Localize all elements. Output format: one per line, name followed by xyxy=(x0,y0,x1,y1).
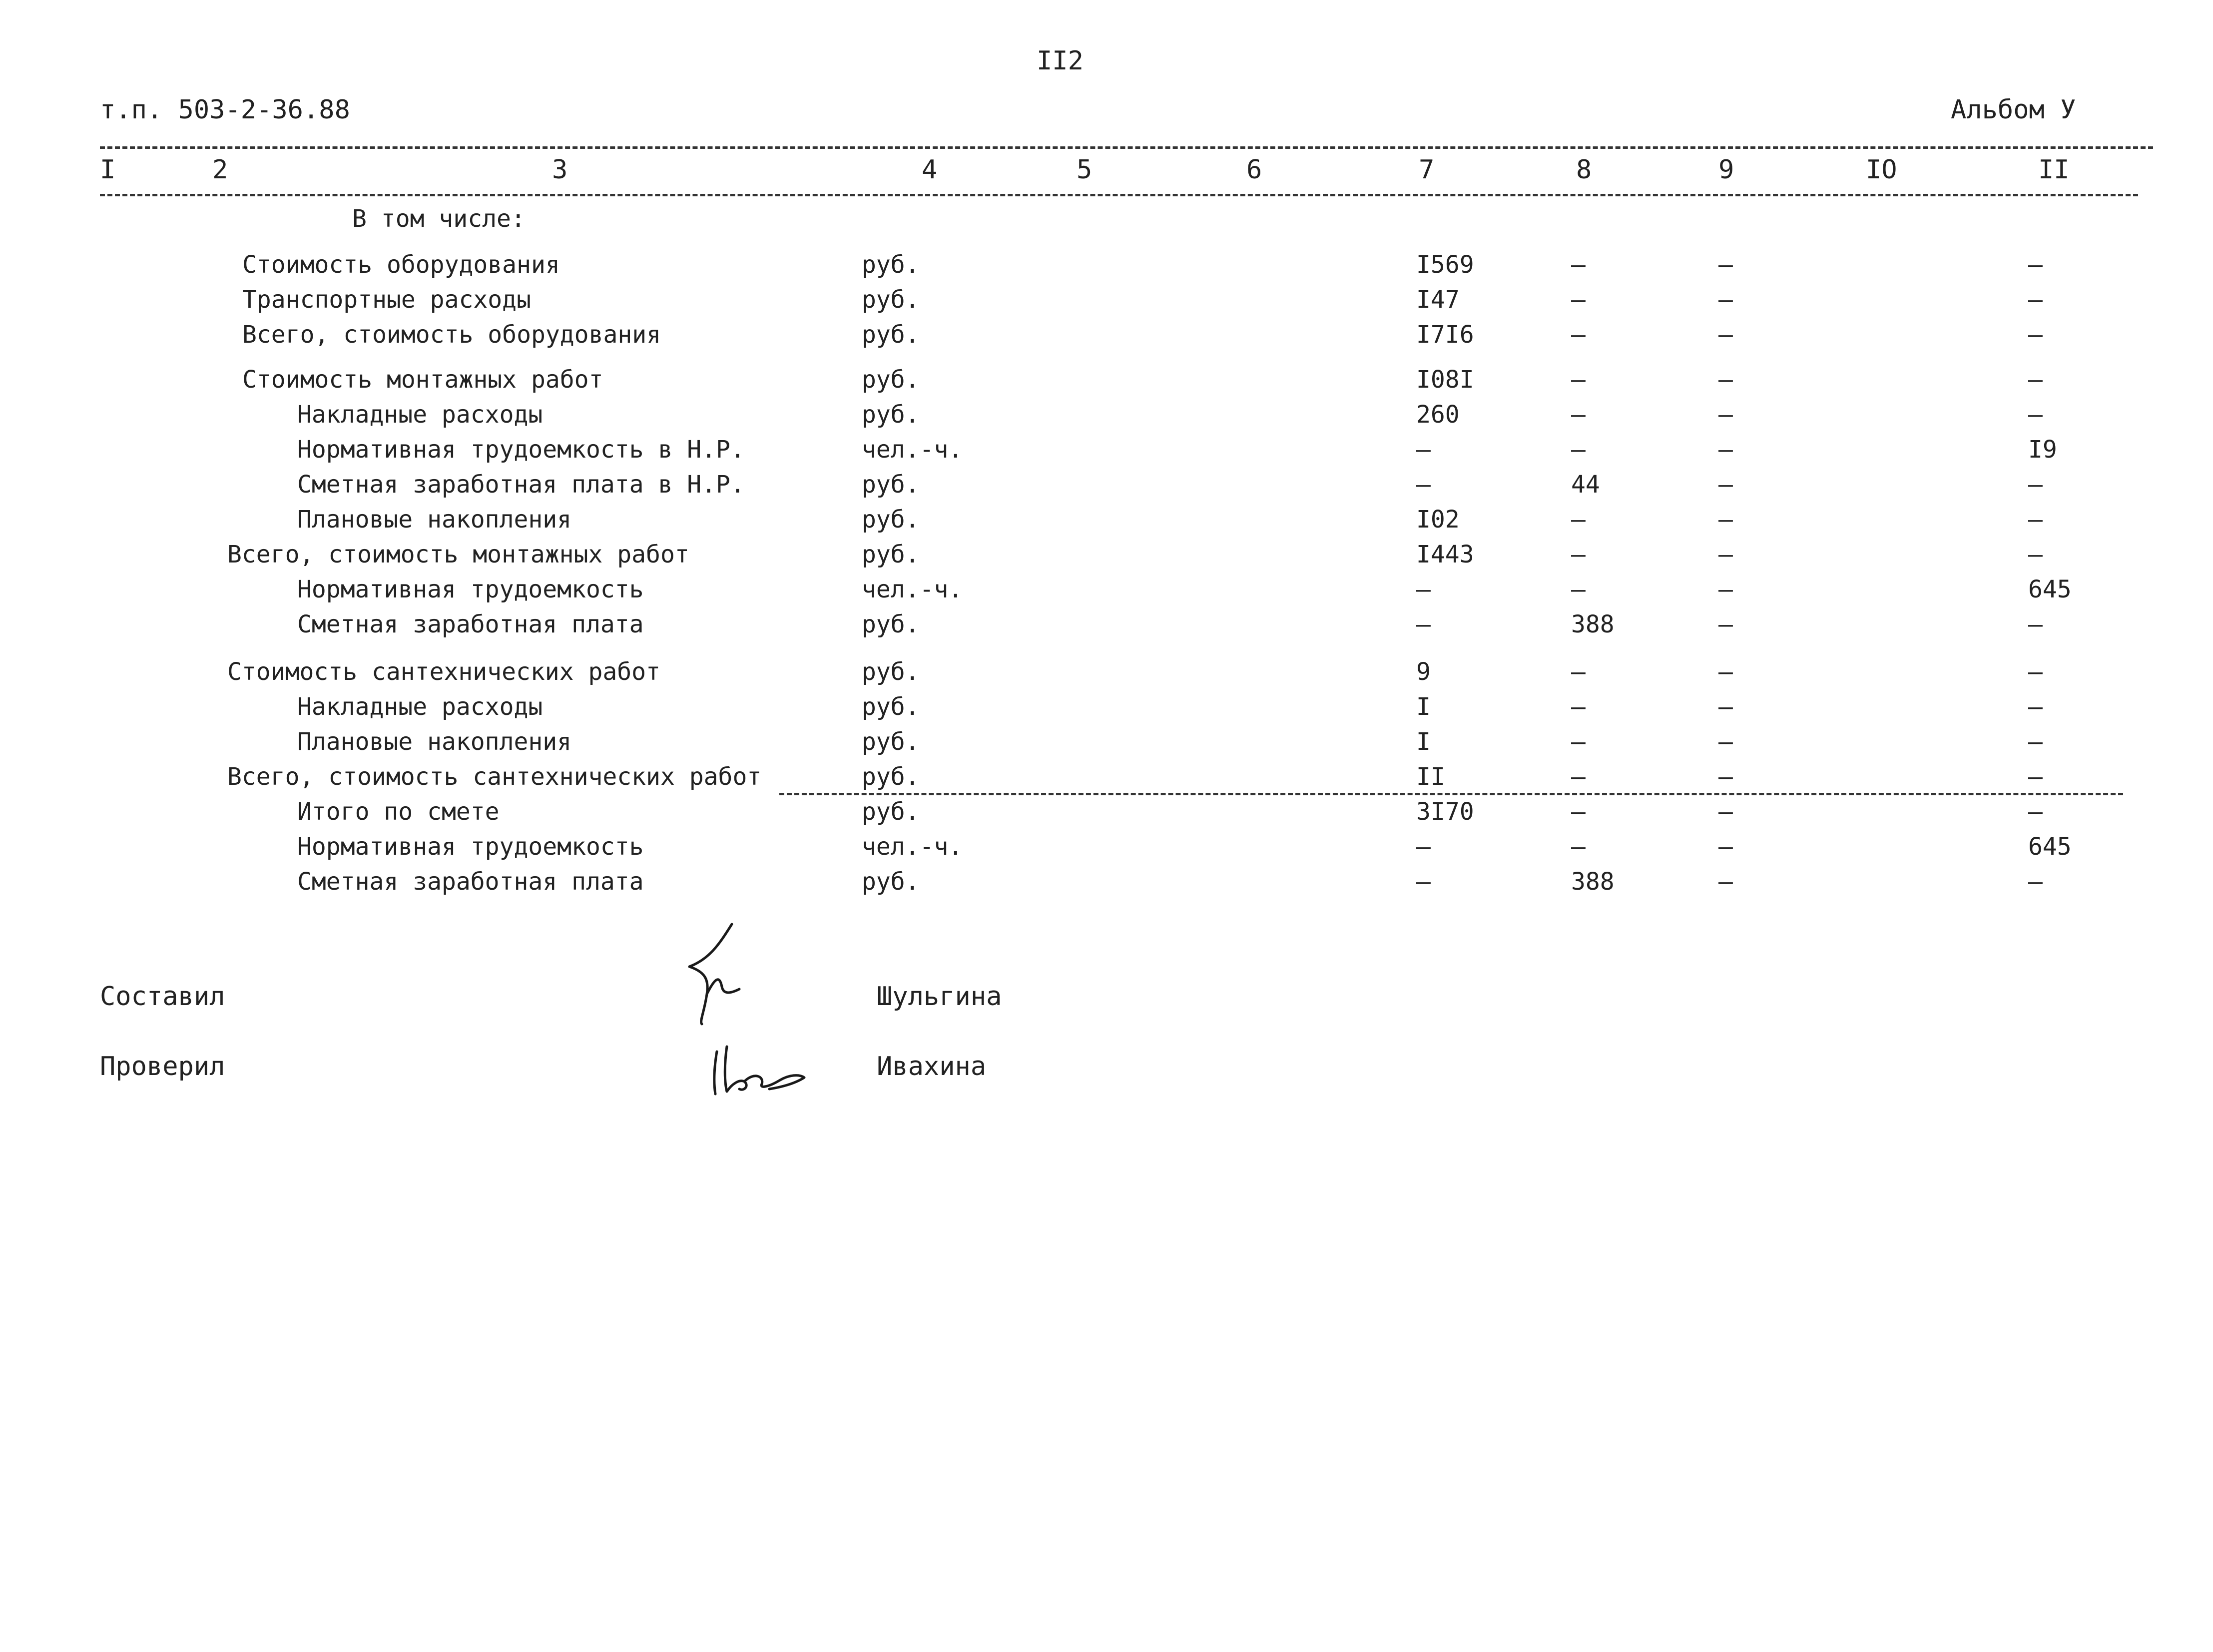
header-top-rule xyxy=(100,146,2153,149)
row-col7: II xyxy=(1416,763,1445,791)
row-label: Всего, стоимость оборудования xyxy=(242,321,661,349)
row-label: Накладные расходы xyxy=(297,401,543,429)
row-col11: – xyxy=(2028,506,2043,534)
row-col7: I7I6 xyxy=(1416,321,1474,349)
compiled-name: Шульгина xyxy=(877,982,1002,1012)
row-label: Стоимость монтажных работ xyxy=(242,366,603,394)
row-unit: руб. xyxy=(862,401,920,429)
row-label: Нормативная трудоемкость xyxy=(297,575,644,603)
col-num-4: 4 xyxy=(922,155,938,185)
col-num-8: 8 xyxy=(1576,155,1592,185)
totals-separator-rule xyxy=(779,793,2123,795)
row-col8: – xyxy=(1571,366,1586,394)
row-col9: – xyxy=(1718,728,1733,756)
row-col9: – xyxy=(1718,868,1733,896)
col-num-1: I xyxy=(100,155,116,185)
col-num-3: 3 xyxy=(552,155,568,185)
row-col8: 388 xyxy=(1571,868,1615,896)
row-label: Нормативная трудоемкость xyxy=(297,833,644,861)
row-col7: 3I70 xyxy=(1416,798,1474,826)
row-col7: 260 xyxy=(1416,401,1460,429)
row-unit: руб. xyxy=(862,541,920,568)
row-col8: 388 xyxy=(1571,610,1615,638)
row-col11: – xyxy=(2028,763,2043,791)
row-col11: – xyxy=(2028,728,2043,756)
row-col11: – xyxy=(2028,693,2043,721)
row-unit: руб. xyxy=(862,693,920,721)
row-col9: – xyxy=(1718,763,1733,791)
row-unit: чел.-ч. xyxy=(862,833,963,861)
row-col11: I9 xyxy=(2028,436,2057,464)
row-col8: – xyxy=(1571,658,1586,686)
row-col8: – xyxy=(1571,575,1586,603)
row-col9: – xyxy=(1718,366,1733,394)
row-col9: – xyxy=(1718,506,1733,534)
row-col7: – xyxy=(1416,471,1431,499)
row-col9: – xyxy=(1718,251,1733,279)
row-label: Сметная заработная плата в Н.Р. xyxy=(297,471,745,499)
row-col11: – xyxy=(2028,610,2043,638)
row-col7: 9 xyxy=(1416,658,1431,686)
row-label: Транспортные расходы xyxy=(242,286,531,314)
row-col8: – xyxy=(1571,436,1586,464)
row-label: Плановые накопления xyxy=(297,506,572,534)
row-unit: руб. xyxy=(862,798,920,826)
col-num-10: IO xyxy=(1866,155,1897,185)
row-col8: – xyxy=(1571,401,1586,429)
row-unit: руб. xyxy=(862,610,920,638)
header-bottom-rule xyxy=(100,194,2138,196)
row-col7: I xyxy=(1416,728,1431,756)
row-col11: – xyxy=(2028,798,2043,826)
row-col9: – xyxy=(1718,610,1733,638)
row-col9: – xyxy=(1718,693,1733,721)
row-col11: – xyxy=(2028,868,2043,896)
row-unit: руб. xyxy=(862,366,920,394)
row-label: Накладные расходы xyxy=(297,693,543,721)
row-col9: – xyxy=(1718,286,1733,314)
row-col9: – xyxy=(1718,471,1733,499)
row-col7: I02 xyxy=(1416,506,1460,534)
row-col9: – xyxy=(1718,541,1733,568)
row-unit: руб. xyxy=(862,506,920,534)
row-col11: – xyxy=(2028,321,2043,349)
row-label: Сметная заработная плата xyxy=(297,610,644,638)
row-col11: – xyxy=(2028,401,2043,429)
row-col11: 645 xyxy=(2028,575,2072,603)
row-col11: – xyxy=(2028,658,2043,686)
col-num-2: 2 xyxy=(212,155,228,185)
row-col11: – xyxy=(2028,251,2043,279)
row-col7: – xyxy=(1416,610,1431,638)
row-unit: руб. xyxy=(862,868,920,896)
row-col8: – xyxy=(1571,541,1586,568)
row-unit: руб. xyxy=(862,763,920,791)
row-col11: – xyxy=(2028,541,2043,568)
row-col11: – xyxy=(2028,286,2043,314)
project-code: т.п. 503-2-36.88 xyxy=(100,95,350,125)
row-col8: 44 xyxy=(1571,471,1600,499)
row-label: Плановые накопления xyxy=(297,728,572,756)
row-col9: – xyxy=(1718,321,1733,349)
row-unit: руб. xyxy=(862,471,920,499)
row-col7: – xyxy=(1416,575,1431,603)
col-num-9: 9 xyxy=(1718,155,1734,185)
row-col8: – xyxy=(1571,251,1586,279)
row-unit: руб. xyxy=(862,658,920,686)
row-col11: 645 xyxy=(2028,833,2072,861)
row-col7: I569 xyxy=(1416,251,1474,279)
row-col9: – xyxy=(1718,658,1733,686)
row-col9: – xyxy=(1718,833,1733,861)
row-label: Стоимость оборудования xyxy=(242,251,560,279)
col-num-5: 5 xyxy=(1077,155,1093,185)
row-col9: – xyxy=(1718,436,1733,464)
row-col7: – xyxy=(1416,436,1431,464)
row-label: Всего, стоимость монтажных работ xyxy=(227,541,689,568)
row-col8: – xyxy=(1571,763,1586,791)
row-col8: – xyxy=(1571,286,1586,314)
row-col7: I xyxy=(1416,693,1431,721)
row-col9: – xyxy=(1718,575,1733,603)
compiled-signature xyxy=(679,919,759,1029)
row-label: Сметная заработная плата xyxy=(297,868,644,896)
checked-name: Ивахина xyxy=(877,1052,987,1082)
col-num-6: 6 xyxy=(1246,155,1262,185)
row-col8: – xyxy=(1571,833,1586,861)
row-col7: – xyxy=(1416,868,1431,896)
row-unit: руб. xyxy=(862,728,920,756)
col-num-11: II xyxy=(2038,155,2070,185)
row-col11: – xyxy=(2028,366,2043,394)
page-number: II2 xyxy=(1037,46,1084,76)
row-label: Всего, стоимость сантехнических работ xyxy=(227,763,762,791)
checked-label: Проверил xyxy=(100,1052,225,1082)
row-col8: – xyxy=(1571,693,1586,721)
row-unit: руб. xyxy=(862,251,920,279)
row-col8: – xyxy=(1571,321,1586,349)
row-col9: – xyxy=(1718,798,1733,826)
row-col7: I47 xyxy=(1416,286,1460,314)
album-label: Альбом У xyxy=(1951,95,2076,125)
row-unit: руб. xyxy=(862,321,920,349)
row-label: Итого по смете xyxy=(297,798,500,826)
row-label: Нормативная трудоемкость в Н.Р. xyxy=(297,436,745,464)
row-col8: – xyxy=(1571,506,1586,534)
row-col7: – xyxy=(1416,833,1431,861)
row-col7: I443 xyxy=(1416,541,1474,568)
row-unit: руб. xyxy=(862,286,920,314)
row-col8: – xyxy=(1571,798,1586,826)
section-intro: В том числе: xyxy=(352,205,526,233)
row-unit: чел.-ч. xyxy=(862,436,963,464)
row-col11: – xyxy=(2028,471,2043,499)
row-col8: – xyxy=(1571,728,1586,756)
checked-signature xyxy=(709,1042,809,1101)
row-label: Стоимость сантехнических работ xyxy=(227,658,660,686)
row-col7: I08I xyxy=(1416,366,1474,394)
row-col9: – xyxy=(1718,401,1733,429)
compiled-label: Составил xyxy=(100,982,225,1012)
col-num-7: 7 xyxy=(1419,155,1435,185)
row-unit: чел.-ч. xyxy=(862,575,963,603)
